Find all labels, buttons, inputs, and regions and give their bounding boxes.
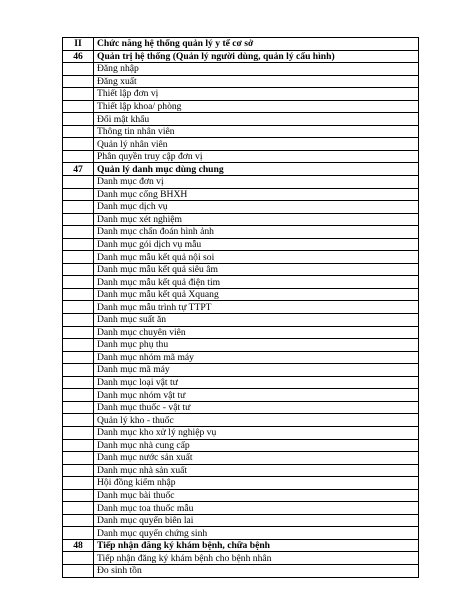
table-row <box>63 527 419 540</box>
table-row <box>63 288 419 301</box>
function-name-cell: Danh mục bài thuốc <box>94 489 419 502</box>
function-name-cell: Danh mục kho xử lý nghiệp vụ <box>94 426 419 439</box>
function-name-cell: Thông tin nhân viên <box>94 125 419 138</box>
table-row <box>63 414 419 427</box>
row-number-cell <box>63 75 94 88</box>
table-row <box>63 201 419 214</box>
row-number-cell <box>63 201 94 214</box>
table-row <box>63 238 419 251</box>
table-row <box>63 150 419 163</box>
feature-table-body <box>63 38 419 578</box>
function-name-cell: Đăng nhập <box>94 63 419 76</box>
row-number-cell <box>63 464 94 477</box>
table-row <box>63 426 419 439</box>
row-number-cell: II <box>63 38 94 51</box>
table-row <box>63 213 419 226</box>
function-name-cell: Đổi mật khẩu <box>94 113 419 126</box>
function-name-cell: Hội đồng kiểm nhập <box>94 477 419 490</box>
function-name-cell: Danh mục nhà sản xuất <box>94 464 419 477</box>
function-name-cell: Danh mục dịch vụ <box>94 201 419 214</box>
function-name-cell: Danh mục nhóm mã máy <box>94 351 419 364</box>
table-row <box>63 276 419 289</box>
function-name-cell: Đăng xuất <box>94 75 419 88</box>
row-number-cell <box>63 564 94 577</box>
function-name-cell: Tiếp nhận đăng ký khám bệnh cho bệnh nhân <box>94 552 419 565</box>
function-name-cell: Danh mục mã máy <box>94 364 419 377</box>
row-number-cell <box>63 188 94 201</box>
table-row <box>63 188 419 201</box>
section-title-cell: Quản lý danh mục dùng chung <box>94 163 419 176</box>
function-name-cell: Danh mục toa thuốc mẫu <box>94 502 419 515</box>
row-number-cell <box>63 251 94 264</box>
table-row <box>63 389 419 402</box>
function-name-cell: Danh mục mẫu kết quả nội soi <box>94 251 419 264</box>
row-number-cell <box>63 452 94 465</box>
table-row <box>63 138 419 151</box>
table-row <box>63 88 419 101</box>
section-title-cell: Tiếp nhận đăng ký khám bệnh, chữa bệnh <box>94 539 419 552</box>
function-name-cell: Danh mục suất ăn <box>94 314 419 327</box>
table-row <box>63 176 419 189</box>
row-number-cell <box>63 527 94 540</box>
table-row <box>63 113 419 126</box>
function-name-cell: Thiết lập đơn vị <box>94 88 419 101</box>
table-row <box>63 226 419 239</box>
row-number-cell <box>63 150 94 163</box>
function-name-cell: Thiết lập khoa/ phòng <box>94 100 419 113</box>
row-number-cell <box>63 238 94 251</box>
row-number-cell <box>63 489 94 502</box>
row-number-cell <box>63 351 94 364</box>
row-number-cell: 46 <box>63 50 94 63</box>
section-row <box>63 50 419 63</box>
row-number-cell <box>63 88 94 101</box>
function-name-cell: Quản lý nhân viên <box>94 138 419 151</box>
row-number-cell <box>63 314 94 327</box>
table-row <box>63 125 419 138</box>
table-row <box>63 514 419 527</box>
function-name-cell: Danh mục mẫu kết quả điện tim <box>94 276 419 289</box>
row-number-cell <box>63 301 94 314</box>
row-number-cell <box>63 426 94 439</box>
table-row <box>63 339 419 352</box>
row-number-cell <box>63 138 94 151</box>
row-number-cell <box>63 63 94 76</box>
row-number-cell <box>63 288 94 301</box>
table-row <box>63 100 419 113</box>
function-name-cell: Danh mục xét nghiệm <box>94 213 419 226</box>
table-row <box>63 502 419 515</box>
row-number-cell <box>63 514 94 527</box>
function-name-cell: Phân quyền truy cập đơn vị <box>94 150 419 163</box>
row-number-cell <box>63 213 94 226</box>
row-number-cell <box>63 502 94 515</box>
function-name-cell: Danh mục nhà cung cấp <box>94 439 419 452</box>
function-name-cell: Danh mục quyển biên lai <box>94 514 419 527</box>
row-number-cell <box>63 439 94 452</box>
function-name-cell: Danh mục cổng BHXH <box>94 188 419 201</box>
row-number-cell <box>63 226 94 239</box>
table-row <box>63 477 419 490</box>
function-name-cell: Danh mục phụ thu <box>94 339 419 352</box>
table-row <box>63 452 419 465</box>
table-row <box>63 351 419 364</box>
function-name-cell: Quản lý kho - thuốc <box>94 414 419 427</box>
row-number-cell <box>63 339 94 352</box>
function-name-cell: Danh mục loại vật tư <box>94 376 419 389</box>
table-row <box>63 301 419 314</box>
function-name-cell: Danh mục chẩn đoán hình ảnh <box>94 226 419 239</box>
row-number-cell <box>63 176 94 189</box>
table-row <box>63 364 419 377</box>
function-name-cell: Danh mục nước sản xuất <box>94 452 419 465</box>
row-number-cell <box>63 376 94 389</box>
row-number-cell: 47 <box>63 163 94 176</box>
section-title-cell: Chức năng hệ thống quản lý y tế cơ sở <box>94 38 419 51</box>
row-number-cell <box>63 100 94 113</box>
section-row <box>63 539 419 552</box>
table-row <box>63 251 419 264</box>
table-row <box>63 376 419 389</box>
function-name-cell: Danh mục gói dịch vụ mẫu <box>94 238 419 251</box>
row-number-cell: 48 <box>63 539 94 552</box>
table-row <box>63 439 419 452</box>
section-title-cell: Quản trị hệ thống (Quản lý người dùng, quản lý cấu hình) <box>94 50 419 63</box>
row-number-cell <box>63 276 94 289</box>
row-number-cell <box>63 364 94 377</box>
table-row <box>63 401 419 414</box>
table-row <box>63 489 419 502</box>
feature-table <box>62 37 419 578</box>
table-row <box>63 564 419 577</box>
function-name-cell: Đo sinh tồn <box>94 564 419 577</box>
table-row <box>63 75 419 88</box>
row-number-cell <box>63 552 94 565</box>
row-number-cell <box>63 477 94 490</box>
section-row <box>63 163 419 176</box>
table-row <box>63 326 419 339</box>
function-name-cell: Danh mục mẫu trình tự TTPT <box>94 301 419 314</box>
section-row <box>63 38 419 51</box>
function-name-cell: Danh mục nhóm vật tư <box>94 389 419 402</box>
row-number-cell <box>63 263 94 276</box>
row-number-cell <box>63 326 94 339</box>
table-row <box>63 552 419 565</box>
table-row <box>63 63 419 76</box>
function-name-cell: Danh mục đơn vị <box>94 176 419 189</box>
row-number-cell <box>63 401 94 414</box>
table-row <box>63 314 419 327</box>
table-row <box>63 263 419 276</box>
function-name-cell: Danh mục chuyên viên <box>94 326 419 339</box>
row-number-cell <box>63 113 94 126</box>
row-number-cell <box>63 389 94 402</box>
row-number-cell <box>63 414 94 427</box>
row-number-cell <box>63 125 94 138</box>
function-name-cell: Danh mục thuốc - vật tư <box>94 401 419 414</box>
function-name-cell: Danh mục mẫu kết quả Xquang <box>94 288 419 301</box>
function-name-cell: Danh mục quyển chứng sinh <box>94 527 419 540</box>
table-row <box>63 464 419 477</box>
function-name-cell: Danh mục mẫu kết quả siêu âm <box>94 263 419 276</box>
